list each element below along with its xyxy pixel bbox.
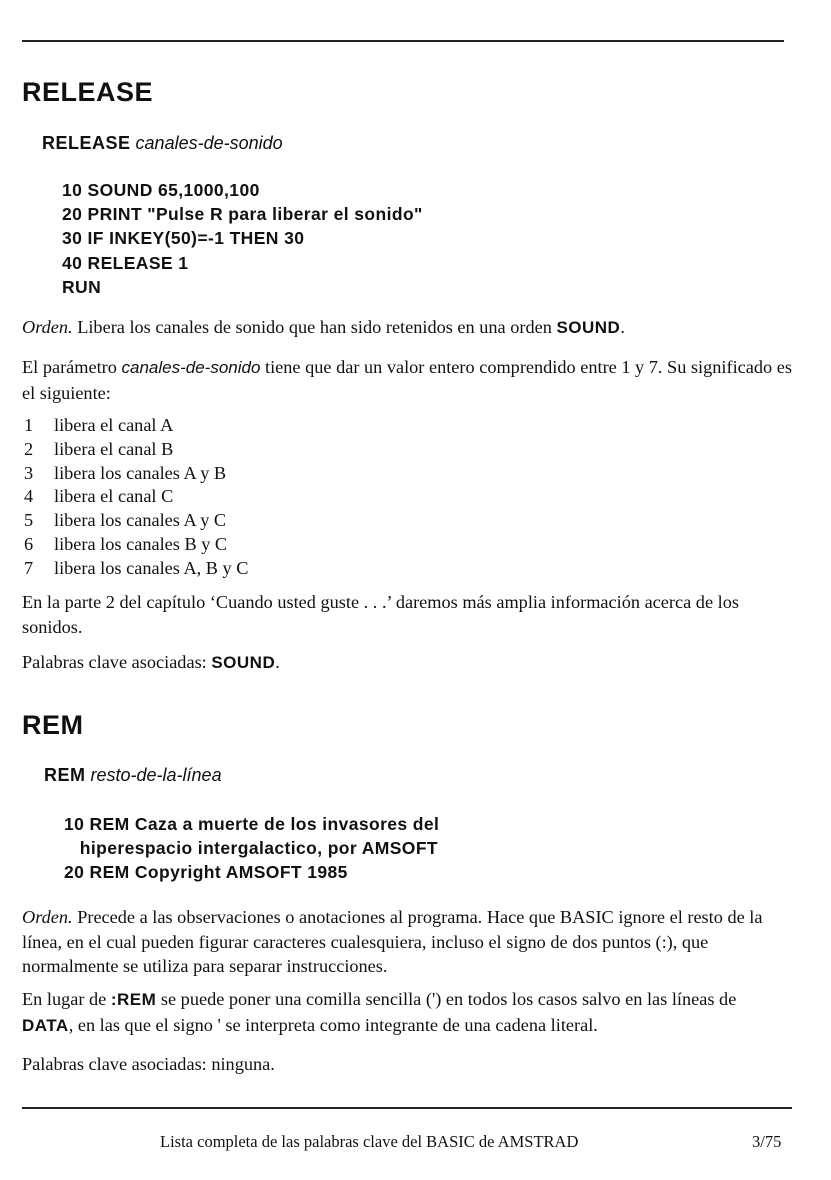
alt-mid: se puede poner una comilla sencilla (') en todos los casos salvo en las líneas de <box>160 989 737 1009</box>
list-text: libera los canales B y C <box>54 533 228 554</box>
param-pre: El parámetro <box>22 357 117 377</box>
list-text: libera los canales A y C <box>54 510 227 531</box>
param-post: tiene que dar un valor entero comprendido entre 1 y 7. Su significado es el siguiente: <box>22 357 792 403</box>
top-rule <box>22 40 784 42</box>
rem-assoc: Palabras clave asociadas: ninguna. <box>22 1054 275 1074</box>
syntax-argument: resto-de-la-línea <box>90 765 222 785</box>
assoc-end: . <box>275 652 280 672</box>
release-param-paragraph <box>22 355 792 405</box>
assoc-label: Palabras clave asociadas: <box>22 652 207 672</box>
list-item <box>24 509 248 533</box>
code-line: 20 REM Copyright AMSOFT 1985 <box>64 862 348 883</box>
param-argument: canales-de-sonido <box>121 358 261 377</box>
list-number: 2 <box>24 438 34 459</box>
list-item <box>24 533 248 557</box>
rem-orden-paragraph <box>22 905 792 979</box>
channel-list <box>24 414 248 581</box>
syntax-keyword: REM <box>44 765 86 785</box>
code-line: 20 PRINT "Pulse R para liberar el sonido" <box>62 204 423 225</box>
orden-text: Precede a las observaciones o anotaciones al programa. Hace que BASIC ignore el resto de la línea, en el cual pueden figurar caracteres cualesquiera, incluso el signo de dos puntos (:), que normalmente se utiliza para separar instrucciones. <box>22 907 763 976</box>
list-number: 4 <box>24 486 34 507</box>
code-line: 40 RELEASE 1 <box>62 252 189 273</box>
rem-code-block <box>64 812 439 885</box>
release-code-block <box>62 178 423 299</box>
list-text: libera los canales A y B <box>54 462 227 483</box>
list-item <box>24 462 248 486</box>
page-number: 3/75 <box>752 1132 782 1151</box>
code-line: 30 IF INKEY(50)=-1 THEN 30 <box>62 228 305 249</box>
rem-syntax <box>44 765 222 786</box>
bottom-rule <box>22 1107 792 1109</box>
list-item <box>24 438 248 462</box>
code-line: 10 REM Caza a muerte de los invasores del <box>64 814 440 834</box>
orden-text: Libera los canales de sonido que han sido retenidos en una orden <box>77 317 552 337</box>
orden-label: Orden. <box>22 907 73 927</box>
list-number: 5 <box>24 510 34 531</box>
syntax-keyword: RELEASE <box>42 133 131 153</box>
list-text: libera los canales A, B y C <box>54 557 249 578</box>
footer-text: Lista completa de las palabras clave del BASIC de AMSTRAD <box>160 1132 579 1151</box>
syntax-argument: canales-de-sonido <box>135 133 283 153</box>
alt-keyword: :REM <box>110 990 157 1009</box>
list-number: 3 <box>24 462 34 483</box>
code-line: RUN <box>62 276 102 297</box>
section-title-release: RELEASE <box>22 77 154 107</box>
release-orden-paragraph <box>22 315 792 341</box>
list-number: 6 <box>24 533 34 554</box>
list-number: 7 <box>24 557 34 578</box>
assoc-keyword: SOUND <box>211 653 276 672</box>
list-text: libera el canal B <box>54 438 174 459</box>
alt-pre: En lugar de <box>22 989 107 1009</box>
list-text: libera el canal A <box>54 415 174 435</box>
section-title-rem: REM <box>22 710 84 740</box>
orden-keyword: SOUND <box>556 318 621 337</box>
alt-post: , en las que el signo ' se interpreta como integrante de una cadena literal. <box>68 1014 598 1035</box>
list-item <box>24 414 248 438</box>
alt-keyword-data: DATA <box>22 1015 69 1035</box>
rem-alt-paragraph <box>22 987 792 1038</box>
list-number: 1 <box>24 415 34 435</box>
release-more-info: En la parte 2 del capítulo ‘Cuando usted guste . . .’ daremos más amplia información acerca de los sonidos. <box>22 592 739 637</box>
code-line: hiperespacio intergalactico, por AMSOFT <box>64 838 438 859</box>
release-assoc <box>22 650 792 676</box>
orden-end: . <box>620 317 625 337</box>
code-line: 10 SOUND 65,1000,100 <box>62 180 260 200</box>
list-item <box>24 557 248 581</box>
list-text: libera el canal C <box>54 486 174 507</box>
orden-label: Orden. <box>22 317 73 337</box>
list-item <box>24 485 248 509</box>
release-syntax <box>42 133 283 154</box>
